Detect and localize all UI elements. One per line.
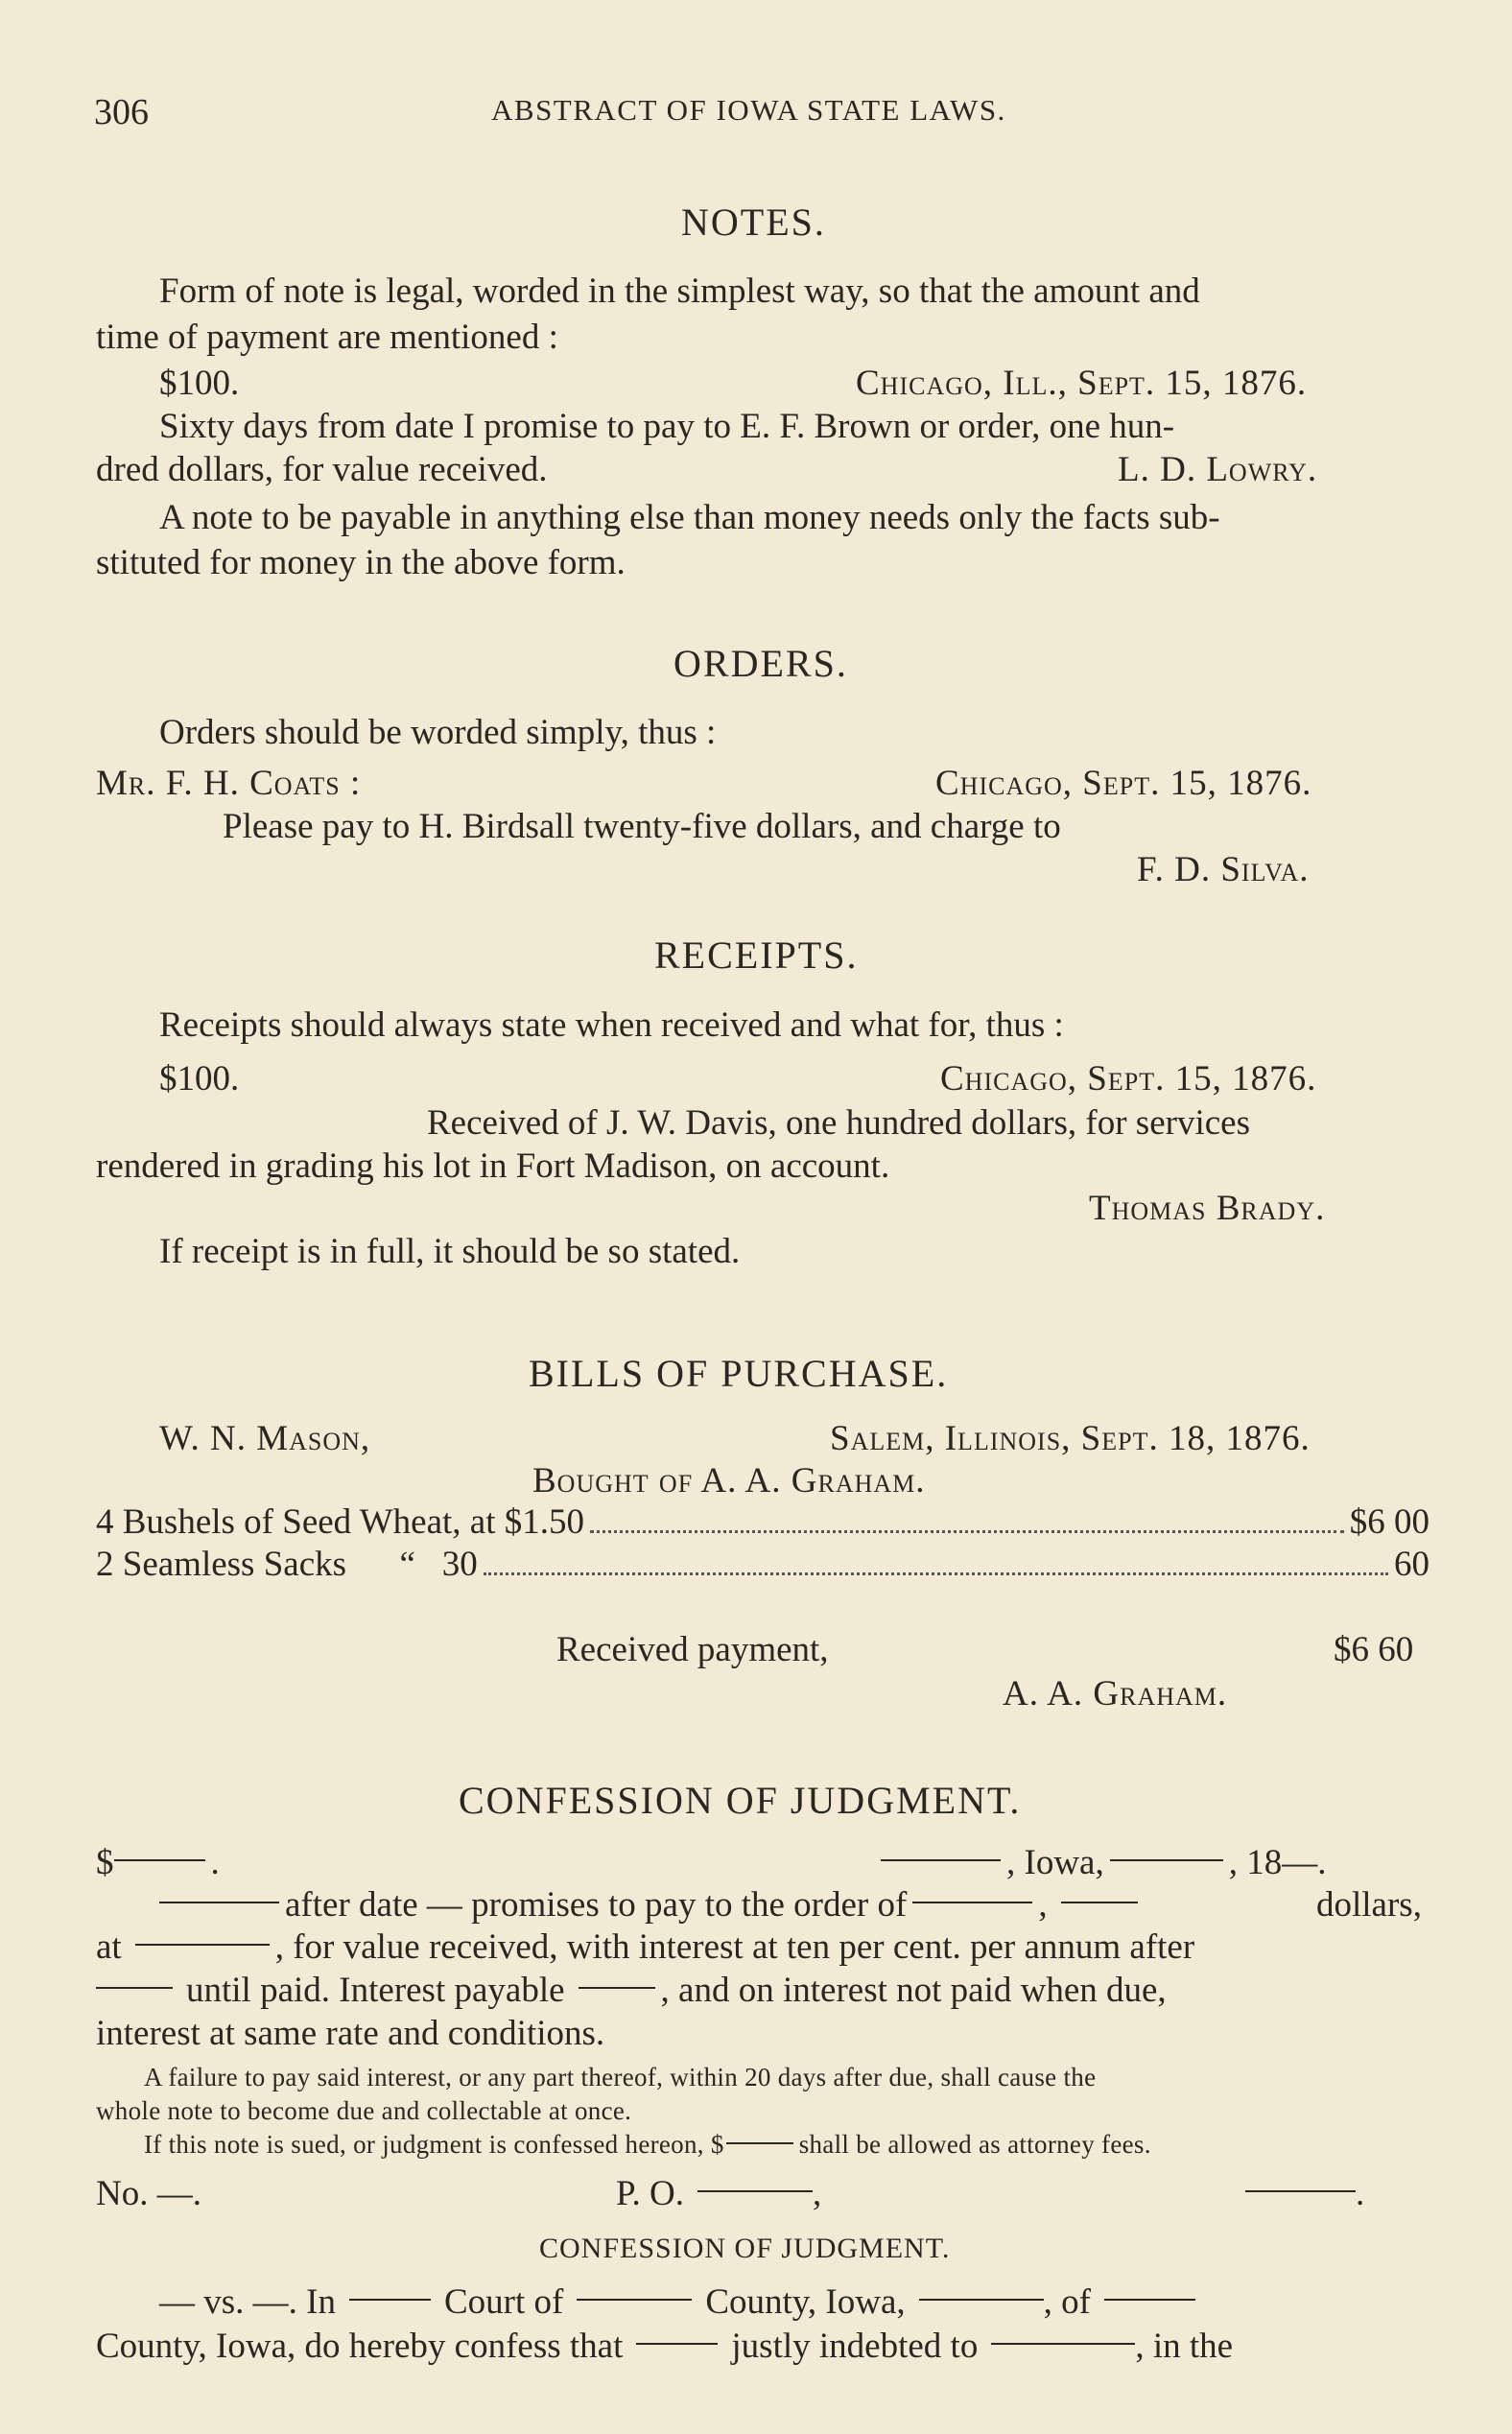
confession-fine-print: A failure to pay said interest, or any part thereof, within 20 days after due, shall cause the — [144, 2063, 1097, 2091]
confession-line: at , for value received, with interest at ten per cent. per annum after — [96, 1927, 1195, 1967]
table-row — [96, 1544, 1429, 1585]
leader-dots — [484, 1534, 1388, 1575]
bill-item-amount: 60 — [1394, 1545, 1429, 1584]
blank-line — [114, 1859, 205, 1861]
receipt-text-line: rendered in grading his lot in Fort Madison, on account. — [96, 1146, 890, 1186]
confession-fine-print: If this note is sued, or judgment is confessed hereon, $ shall be allowed as attorney fees. — [144, 2130, 1151, 2159]
bill-received-label: Received payment, — [556, 1630, 829, 1669]
blank-line — [96, 1987, 173, 1989]
blank-line — [1061, 1902, 1138, 1903]
receipt-signature: Thomas Brady. — [1089, 1189, 1326, 1228]
receipt-amount: $100. — [159, 1059, 240, 1099]
bill-signature: A. A. Graham. — [1003, 1674, 1228, 1713]
blank-line — [577, 2299, 692, 2301]
blank-line — [912, 1902, 1032, 1903]
confession-date-blank: . — [1245, 2173, 1364, 2214]
note-signature: L. D. Lowry. — [1118, 450, 1318, 489]
confession-line: , Iowa, , 18—. — [875, 1842, 1326, 1883]
confession-po: P. O. , — [616, 2174, 822, 2213]
orders-intro: Orders should be worded simply, thus : — [159, 713, 717, 752]
notes-paragraph-line: time of payment are mentioned : — [96, 318, 558, 357]
note-text-line: Sixty days from date I promise to pay to E. F. Brown or order, one hun- — [159, 407, 1175, 446]
order-text: Please pay to H. Birdsall twenty-five dollars, and charge to — [223, 807, 1061, 846]
blank-line — [1245, 2190, 1356, 2192]
order-signature: F. D. Silva. — [1137, 850, 1310, 889]
blank-line — [349, 2299, 431, 2301]
receipt-note: If receipt is in full, it should be so stated. — [159, 1232, 741, 1271]
receipts-heading: RECEIPTS. — [654, 933, 859, 977]
notes-paragraph-line: stituted for money in the above form. — [96, 543, 626, 582]
notes-heading: NOTES. — [681, 201, 826, 244]
page-number: 306 — [94, 92, 149, 132]
note-place-date: Chicago, Ill., Sept. 15, 1876. — [856, 364, 1308, 403]
bill-place-date: Salem, Illinois, Sept. 18, 1876. — [830, 1419, 1311, 1458]
leader-dots — [590, 1492, 1344, 1533]
note-amount: $100. — [159, 364, 240, 403]
confession-subheading: CONFESSION OF JUDGMENT. — [539, 2233, 951, 2264]
confession-number: No. —. — [96, 2174, 201, 2213]
confession-line: $ . — [96, 1843, 220, 1882]
blank-line — [636, 2343, 718, 2345]
receipt-place-date: Chicago, Sept. 15, 1876. — [940, 1059, 1317, 1099]
confession-line: after date — promises to pay to the order of , — [159, 1884, 1144, 1926]
notes-paragraph-line: Form of note is legal, worded in the simplest way, so that the amount and — [159, 272, 1200, 311]
blank-line — [919, 2299, 1044, 2301]
blank-line — [135, 1944, 270, 1946]
receipt-text-line: Received of J. W. Davis, one hundred dollars, for services — [427, 1103, 1250, 1143]
orders-heading: ORDERS. — [673, 642, 848, 685]
order-place-date: Chicago, Sept. 15, 1876. — [935, 764, 1312, 803]
notes-paragraph-line: A note to be payable in anything else than money needs only the facts sub- — [159, 498, 1220, 537]
bill-received-amount: $6 60 — [1334, 1630, 1414, 1669]
blank-line — [579, 1987, 655, 1989]
bill-item-amount: $6 00 — [1349, 1502, 1429, 1542]
blank-line — [991, 2343, 1135, 2345]
blank-line — [1110, 1859, 1223, 1861]
blank-line — [726, 2142, 793, 2144]
blank-line — [881, 1859, 1001, 1861]
bill-item-desc: 2 Seamless Sacks “ 30 — [96, 1545, 478, 1584]
order-addressee: Mr. F. H. Coats : — [96, 764, 362, 803]
bill-buyer: W. N. Mason, — [159, 1419, 371, 1458]
receipts-intro: Receipts should always state when received and what for, thus : — [159, 1005, 1064, 1045]
confession-line: County, Iowa, do hereby confess that justly indebted to , in the — [96, 2327, 1234, 2366]
confession-line: interest at same rate and conditions. — [96, 2014, 605, 2053]
bill-item-desc: 4 Bushels of Seed Wheat, at $1.50 — [96, 1502, 585, 1542]
confession-fine-print: whole note to become due and collectable at once. — [96, 2096, 632, 2125]
confession-line: — vs. —. In Court of County, Iowa, , of — [159, 2281, 1201, 2323]
confession-amount-word: dollars, — [1316, 1885, 1422, 1925]
confession-heading: CONFESSION OF JUDGMENT. — [459, 1779, 1022, 1822]
note-text-line: dred dollars, for value received. — [96, 450, 548, 489]
bills-heading: BILLS OF PURCHASE. — [529, 1352, 949, 1395]
bill-bought-of: Bought of A. A. Graham. — [532, 1461, 926, 1501]
running-title: ABSTRACT OF IOWA STATE LAWS. — [491, 93, 1006, 127]
blank-line — [1104, 2299, 1195, 2301]
blank-line — [697, 2190, 813, 2192]
blank-line — [159, 1902, 279, 1903]
confession-line: until paid. Interest payable , and on interest not paid when due, — [96, 1970, 1167, 2011]
